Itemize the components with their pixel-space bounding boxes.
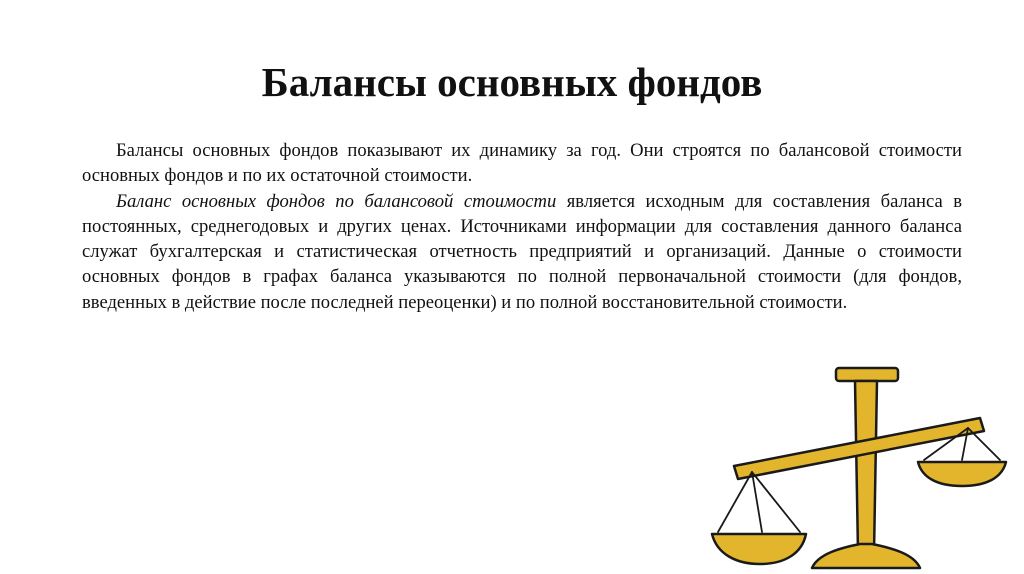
paragraph-intro: Балансы основных фондов показывают их динамику за год. Они строятся по балансовой стоимости основных фондов и по их остаточной стоимости. <box>82 140 962 187</box>
scales-crossbar <box>836 368 898 381</box>
scales-left-pan <box>712 534 806 564</box>
balance-scales-icon <box>700 358 1024 574</box>
slide-body <box>82 138 962 315</box>
scales-post <box>855 381 877 553</box>
paragraph-balance-cost-text: является исходным для составления баланса в постоянных, среднегодовых и других ценах. Источниками информации для составления данного баланса служат бухгалтерская и статистическая отчетность предприятий и организаций. Данные о стоимости основных фондов в графах баланса указываются по полной первоначальной стоимости (для фондов, введенных в действие после последней переоценки) и по полной восстановительной стоимости. <box>82 190 963 313</box>
scales-base <box>812 544 920 568</box>
term-italic: Баланс основных фондов по балансовой стоимости <box>116 190 557 212</box>
slide-title: Балансы основных фондов <box>261 59 763 105</box>
paragraph-balance-cost <box>82 189 962 315</box>
scales-right-pan <box>918 462 1006 486</box>
